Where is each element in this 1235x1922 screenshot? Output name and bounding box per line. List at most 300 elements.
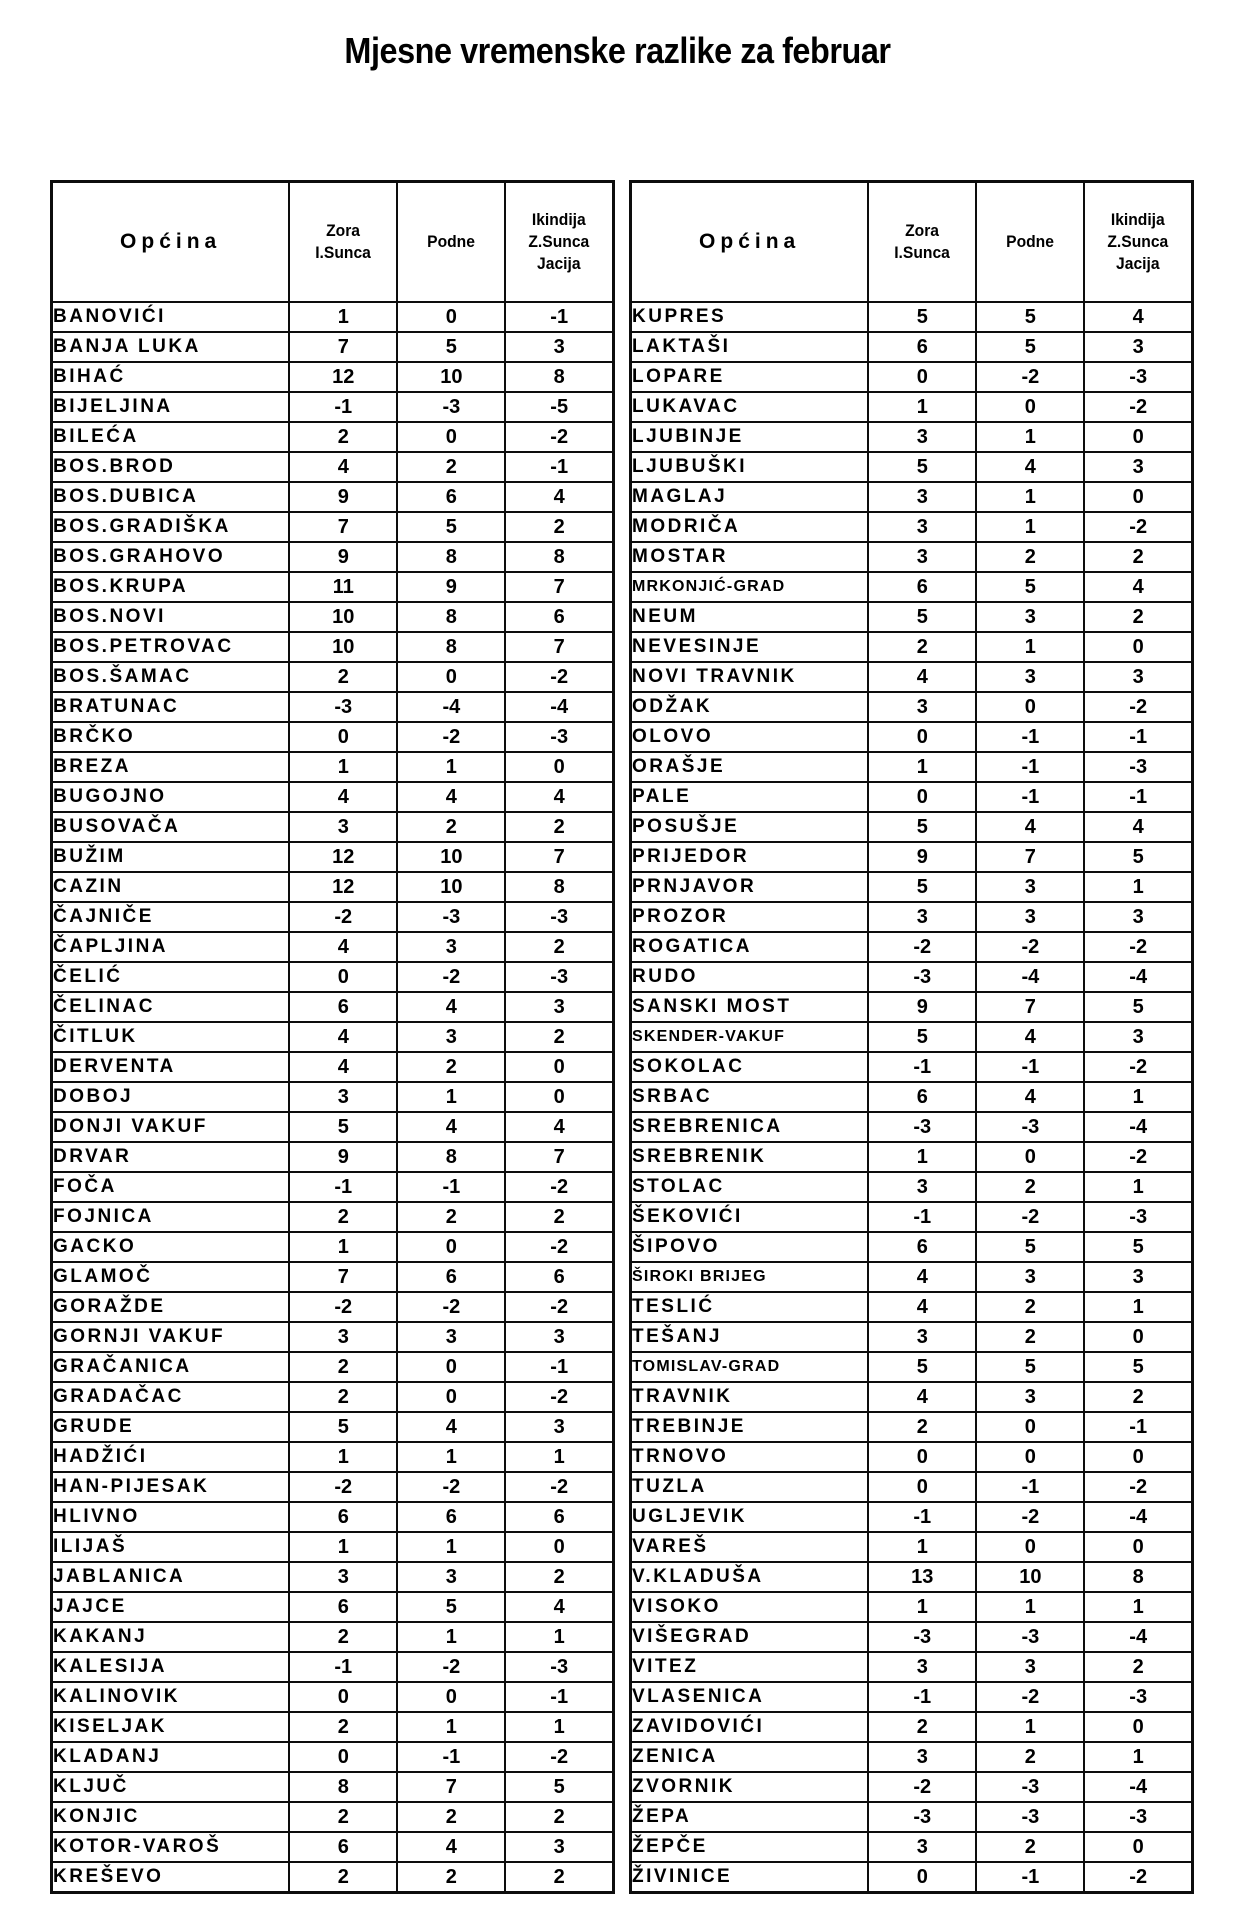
table-row — [52, 1502, 614, 1532]
zora-value: 9 — [289, 1142, 397, 1172]
zora-value: -3 — [868, 1112, 976, 1142]
zora-value: 6 — [289, 1832, 397, 1862]
podne-value: 8 — [397, 602, 505, 632]
podne-value: 0 — [397, 1352, 505, 1382]
zora-value: 2 — [868, 632, 976, 662]
ikindija-value: 1 — [505, 1442, 613, 1472]
podne-value: 2 — [976, 1292, 1084, 1322]
podne-value: 5 — [976, 1352, 1084, 1382]
ikindija-value: 0 — [1084, 422, 1192, 452]
column-header-ikindija-line3: Jacija — [1116, 254, 1160, 274]
municipality-name: KOTOR-VAROŠ — [52, 1832, 290, 1862]
zora-value: 3 — [868, 1652, 976, 1682]
municipality-name: NEUM — [631, 602, 869, 632]
ikindija-value: 2 — [1084, 1382, 1192, 1412]
zora-value: 9 — [289, 542, 397, 572]
ikindija-value: 3 — [505, 1322, 613, 1352]
table-row — [52, 1352, 614, 1382]
ikindija-value: -1 — [1084, 722, 1192, 752]
podne-value: 1 — [976, 512, 1084, 542]
municipality-name: LUKAVAC — [631, 392, 869, 422]
municipality-name: DRVAR — [52, 1142, 290, 1172]
podne-value: 3 — [397, 1562, 505, 1592]
municipality-name: BOS.KRUPA — [52, 572, 290, 602]
table-row — [52, 1202, 614, 1232]
table-row — [631, 422, 1193, 452]
table-row — [631, 962, 1193, 992]
column-header-podne-label: Podne — [1006, 231, 1055, 251]
table-row — [631, 1652, 1193, 1682]
municipality-name: BOS.ŠAMAC — [52, 662, 290, 692]
header-row — [631, 182, 1193, 303]
zora-value: 3 — [868, 1832, 976, 1862]
table-row — [52, 722, 614, 752]
table-row — [52, 1052, 614, 1082]
ikindija-value: -1 — [505, 302, 613, 332]
table-row — [631, 1592, 1193, 1622]
zora-value: 10 — [289, 632, 397, 662]
podne-value: -2 — [397, 722, 505, 752]
ikindija-value: -1 — [505, 1352, 613, 1382]
podne-value: 0 — [976, 1142, 1084, 1172]
podne-value: 2 — [397, 1052, 505, 1082]
municipality-name: BOS.NOVI — [52, 602, 290, 632]
podne-value: -1 — [976, 782, 1084, 812]
podne-value: -2 — [976, 1202, 1084, 1232]
table-row — [631, 452, 1193, 482]
ikindija-value: 0 — [1084, 632, 1192, 662]
podne-value: 9 — [397, 572, 505, 602]
column-header-ikindija — [1084, 182, 1192, 303]
ikindija-value: 0 — [1084, 1712, 1192, 1742]
table-row — [631, 812, 1193, 842]
zora-value: -3 — [868, 1622, 976, 1652]
municipality-name: TEŠANJ — [631, 1322, 869, 1352]
ikindija-value: 0 — [1084, 1442, 1192, 1472]
podne-value: 3 — [976, 602, 1084, 632]
zora-value: 3 — [868, 1742, 976, 1772]
ikindija-value: 7 — [505, 632, 613, 662]
podne-value: 2 — [397, 812, 505, 842]
podne-value: 1 — [397, 752, 505, 782]
municipality-name: TREBINJE — [631, 1412, 869, 1442]
table-row — [631, 1262, 1193, 1292]
ikindija-value: -2 — [1084, 512, 1192, 542]
zora-value: 2 — [289, 1382, 397, 1412]
column-header-ikindija — [505, 182, 613, 303]
table-row — [52, 392, 614, 422]
podne-value: -1 — [976, 1862, 1084, 1893]
podne-value: 5 — [397, 332, 505, 362]
municipality-name: MAGLAJ — [631, 482, 869, 512]
podne-value: -4 — [397, 692, 505, 722]
ikindija-value: 5 — [1084, 842, 1192, 872]
table-row — [52, 332, 614, 362]
table-row — [631, 1862, 1193, 1893]
podne-value: 0 — [976, 392, 1084, 422]
table-row — [52, 1682, 614, 1712]
ikindija-value: 5 — [1084, 1352, 1192, 1382]
podne-value: 4 — [397, 1112, 505, 1142]
zora-value: 5 — [868, 1022, 976, 1052]
zora-value: 7 — [289, 332, 397, 362]
municipality-name: GACKO — [52, 1232, 290, 1262]
ikindija-value: -2 — [1084, 1052, 1192, 1082]
time-differences-table-right — [629, 180, 1194, 1894]
municipality-name: KONJIC — [52, 1802, 290, 1832]
table-row — [631, 1142, 1193, 1172]
ikindija-value: -3 — [1084, 362, 1192, 392]
municipality-name: ŽEPČE — [631, 1832, 869, 1862]
table-row — [52, 302, 614, 332]
table-row — [52, 482, 614, 512]
ikindija-value: 3 — [1084, 332, 1192, 362]
table-row — [631, 1412, 1193, 1442]
ikindija-value: 2 — [505, 1022, 613, 1052]
zora-value: 5 — [868, 602, 976, 632]
table-body-left — [52, 302, 614, 1893]
zora-value: 0 — [868, 362, 976, 392]
podne-value: -2 — [976, 932, 1084, 962]
table-row — [631, 1802, 1193, 1832]
podne-value: 0 — [397, 1232, 505, 1262]
zora-value: 10 — [289, 602, 397, 632]
ikindija-value: 0 — [505, 1532, 613, 1562]
municipality-name: GRADAČAC — [52, 1382, 290, 1412]
podne-value: 3 — [397, 932, 505, 962]
podne-value: 3 — [976, 1652, 1084, 1682]
ikindija-value: -2 — [1084, 1862, 1192, 1893]
zora-value: -2 — [289, 902, 397, 932]
zora-value: 0 — [868, 782, 976, 812]
table-row — [631, 902, 1193, 932]
ikindija-value: 1 — [1084, 1172, 1192, 1202]
municipality-name: TRNOVO — [631, 1442, 869, 1472]
zora-value: 0 — [868, 722, 976, 752]
table-row — [52, 1622, 614, 1652]
ikindija-value: 2 — [505, 1562, 613, 1592]
municipality-name: ČITLUK — [52, 1022, 290, 1052]
table-row — [52, 992, 614, 1022]
zora-value: 3 — [868, 542, 976, 572]
zora-value: 6 — [868, 332, 976, 362]
table-row — [52, 542, 614, 572]
municipality-name: ŽIVINICE — [631, 1862, 869, 1893]
column-header-zora-line1: Zora — [326, 220, 361, 240]
zora-value: 1 — [289, 302, 397, 332]
municipality-name: MRKONJIĆ-GRAD — [631, 572, 869, 602]
municipality-name: LOPARE — [631, 362, 869, 392]
podne-value: -3 — [397, 392, 505, 422]
zora-value: 3 — [868, 512, 976, 542]
table-row — [52, 782, 614, 812]
table-row — [52, 812, 614, 842]
municipality-name: BIHAĆ — [52, 362, 290, 392]
municipality-name: MODRIČA — [631, 512, 869, 542]
podne-value: 1 — [976, 422, 1084, 452]
zora-value: 4 — [868, 1292, 976, 1322]
zora-value: 4 — [289, 782, 397, 812]
podne-value: 2 — [976, 542, 1084, 572]
ikindija-value: -1 — [505, 452, 613, 482]
municipality-name: ČELIĆ — [52, 962, 290, 992]
municipality-name: NEVESINJE — [631, 632, 869, 662]
table-row — [631, 1562, 1193, 1592]
ikindija-value: 0 — [505, 1082, 613, 1112]
table-row — [52, 1862, 614, 1893]
zora-value: 0 — [868, 1442, 976, 1472]
podne-value: 2 — [976, 1742, 1084, 1772]
zora-value: 4 — [868, 662, 976, 692]
ikindija-value: 3 — [505, 1832, 613, 1862]
ikindija-value: 3 — [1084, 1022, 1192, 1052]
zora-value: 3 — [289, 1082, 397, 1112]
table-row — [52, 452, 614, 482]
ikindija-value: 2 — [505, 812, 613, 842]
municipality-name: HADŽIĆI — [52, 1442, 290, 1472]
table-row — [631, 1082, 1193, 1112]
municipality-name: BUŽIM — [52, 842, 290, 872]
municipality-name: SREBRENIK — [631, 1142, 869, 1172]
ikindija-value: 3 — [505, 1412, 613, 1442]
table-row — [631, 332, 1193, 362]
ikindija-value: -3 — [1084, 1682, 1192, 1712]
podne-value: 0 — [976, 1442, 1084, 1472]
table-row — [52, 1172, 614, 1202]
municipality-name: FOČA — [52, 1172, 290, 1202]
municipality-name: TRAVNIK — [631, 1382, 869, 1412]
zora-value: -3 — [868, 962, 976, 992]
ikindija-value: -2 — [1084, 392, 1192, 422]
podne-value: 0 — [976, 1412, 1084, 1442]
zora-value: 1 — [289, 1532, 397, 1562]
zora-value: -2 — [289, 1472, 397, 1502]
table-row — [52, 1832, 614, 1862]
zora-value: 0 — [289, 1742, 397, 1772]
zora-value: -2 — [289, 1292, 397, 1322]
municipality-name: ILIJAŠ — [52, 1532, 290, 1562]
zora-value: 4 — [289, 932, 397, 962]
podne-value: -3 — [397, 902, 505, 932]
ikindija-value: -3 — [505, 962, 613, 992]
zora-value: 1 — [868, 392, 976, 422]
zora-value: 3 — [289, 1322, 397, 1352]
table-row — [631, 1472, 1193, 1502]
table-row — [631, 752, 1193, 782]
podne-value: 6 — [397, 1262, 505, 1292]
column-header-opcina — [631, 182, 869, 303]
zora-value: 5 — [289, 1112, 397, 1142]
zora-value: 1 — [868, 1142, 976, 1172]
table-row — [631, 1352, 1193, 1382]
zora-value: 2 — [289, 1202, 397, 1232]
ikindija-value: 4 — [505, 782, 613, 812]
municipality-name: OLOVO — [631, 722, 869, 752]
municipality-name: VAREŠ — [631, 1532, 869, 1562]
ikindija-value: 4 — [505, 482, 613, 512]
table-row — [52, 1532, 614, 1562]
zora-value: -1 — [868, 1202, 976, 1232]
ikindija-value: 0 — [1084, 482, 1192, 512]
ikindija-value: 4 — [505, 1592, 613, 1622]
municipality-name: NOVI TRAVNIK — [631, 662, 869, 692]
zora-value: 5 — [868, 1352, 976, 1382]
podne-value: 4 — [976, 812, 1084, 842]
podne-value: 7 — [397, 1772, 505, 1802]
ikindija-value: 5 — [505, 1772, 613, 1802]
zora-value: 4 — [289, 1052, 397, 1082]
ikindija-value: -4 — [1084, 962, 1192, 992]
zora-value: 3 — [868, 1172, 976, 1202]
zora-value: 1 — [289, 752, 397, 782]
table-row — [631, 512, 1193, 542]
ikindija-value: -4 — [1084, 1772, 1192, 1802]
municipality-name: SKENDER-VAKUF — [631, 1022, 869, 1052]
podne-value: -2 — [397, 962, 505, 992]
podne-value: 7 — [976, 992, 1084, 1022]
ikindija-value: -3 — [505, 1652, 613, 1682]
zora-value: 2 — [289, 1622, 397, 1652]
municipality-name: KALESIJA — [52, 1652, 290, 1682]
municipality-name: SRBAC — [631, 1082, 869, 1112]
podne-value: -2 — [976, 362, 1084, 392]
table-row — [631, 992, 1193, 1022]
ikindija-value: 1 — [1084, 1292, 1192, 1322]
podne-value: -1 — [397, 1172, 505, 1202]
municipality-name: TOMISLAV-GRAD — [631, 1352, 869, 1382]
ikindija-value: 1 — [1084, 1592, 1192, 1622]
table-row — [631, 1772, 1193, 1802]
podne-value: 1 — [397, 1622, 505, 1652]
ikindija-value: -1 — [1084, 1412, 1192, 1442]
table-row — [52, 842, 614, 872]
ikindija-value: 1 — [1084, 872, 1192, 902]
ikindija-value: 3 — [1084, 452, 1192, 482]
municipality-name: VISOKO — [631, 1592, 869, 1622]
ikindija-value: 0 — [1084, 1532, 1192, 1562]
zora-value: 2 — [289, 422, 397, 452]
column-header-opcina-label: Općina — [120, 230, 222, 253]
zora-value: 5 — [289, 1412, 397, 1442]
ikindija-value: -2 — [505, 422, 613, 452]
table-row — [52, 512, 614, 542]
ikindija-value: -2 — [505, 1742, 613, 1772]
municipality-name: PRIJEDOR — [631, 842, 869, 872]
ikindija-value: 2 — [505, 932, 613, 962]
table-row — [52, 1292, 614, 1322]
municipality-name: BILEĆA — [52, 422, 290, 452]
podne-value: 0 — [397, 1682, 505, 1712]
table-row — [52, 1592, 614, 1622]
table-row — [52, 1442, 614, 1472]
table-row — [52, 1112, 614, 1142]
tables-container — [50, 180, 1194, 1894]
column-header-podne — [976, 182, 1084, 303]
table-row — [52, 1472, 614, 1502]
podne-value: 3 — [976, 872, 1084, 902]
ikindija-value: -3 — [1084, 752, 1192, 782]
podne-value: 3 — [976, 1262, 1084, 1292]
municipality-name: BOS.DUBICA — [52, 482, 290, 512]
zora-value: 3 — [868, 692, 976, 722]
zora-value: 8 — [289, 1772, 397, 1802]
zora-value: 5 — [868, 452, 976, 482]
municipality-name: BUSOVAČA — [52, 812, 290, 842]
podne-value: 3 — [397, 1022, 505, 1052]
municipality-name: GRAČANICA — [52, 1352, 290, 1382]
zora-value: 4 — [868, 1382, 976, 1412]
municipality-name: V.KLADUŠA — [631, 1562, 869, 1592]
podne-value: 1 — [976, 1712, 1084, 1742]
table-row — [52, 1652, 614, 1682]
podne-value: 8 — [397, 632, 505, 662]
municipality-name: BREZA — [52, 752, 290, 782]
municipality-name: ŠIPOVO — [631, 1232, 869, 1262]
municipality-name: GORNJI VAKUF — [52, 1322, 290, 1352]
podne-value: 5 — [976, 1232, 1084, 1262]
ikindija-value: -2 — [505, 662, 613, 692]
table-row — [631, 1292, 1193, 1322]
ikindija-value: -2 — [1084, 692, 1192, 722]
zora-value: 6 — [289, 1502, 397, 1532]
municipality-name: BRČKO — [52, 722, 290, 752]
table-row — [52, 1082, 614, 1112]
zora-value: 1 — [868, 1592, 976, 1622]
zora-value: 11 — [289, 572, 397, 602]
podne-value: 3 — [397, 1322, 505, 1352]
table-row — [631, 692, 1193, 722]
table-row — [631, 932, 1193, 962]
municipality-name: VITEZ — [631, 1652, 869, 1682]
zora-value: 5 — [868, 302, 976, 332]
table-row — [52, 1262, 614, 1292]
ikindija-value: 2 — [505, 1802, 613, 1832]
podne-value: -2 — [397, 1292, 505, 1322]
municipality-name: BOS.GRAHOVO — [52, 542, 290, 572]
ikindija-value: 2 — [1084, 542, 1192, 572]
podne-value: 2 — [976, 1832, 1084, 1862]
zora-value: -3 — [289, 692, 397, 722]
table-row — [631, 842, 1193, 872]
podne-value: -2 — [976, 1682, 1084, 1712]
zora-value: -1 — [868, 1502, 976, 1532]
podne-value: 0 — [397, 302, 505, 332]
municipality-name: KLADANJ — [52, 1742, 290, 1772]
ikindija-value: 1 — [505, 1712, 613, 1742]
municipality-name: PRNJAVOR — [631, 872, 869, 902]
ikindija-value: 0 — [505, 752, 613, 782]
ikindija-value: -1 — [1084, 782, 1192, 812]
podne-value: 2 — [397, 1202, 505, 1232]
ikindija-value: 1 — [1084, 1742, 1192, 1772]
podne-value: -1 — [397, 1742, 505, 1772]
zora-value: 13 — [868, 1562, 976, 1592]
table-row — [52, 902, 614, 932]
table-row — [631, 1052, 1193, 1082]
municipality-name: BANOVIĆI — [52, 302, 290, 332]
ikindija-value: 7 — [505, 1142, 613, 1172]
ikindija-value: 6 — [505, 1502, 613, 1532]
podne-value: 1 — [397, 1442, 505, 1472]
podne-value: 3 — [976, 1382, 1084, 1412]
ikindija-value: 1 — [1084, 1082, 1192, 1112]
zora-value: -1 — [289, 1652, 397, 1682]
table-body-right — [631, 302, 1193, 1893]
table-row — [631, 1022, 1193, 1052]
zora-value: 2 — [289, 1862, 397, 1893]
ikindija-value: -2 — [1084, 932, 1192, 962]
zora-value: 4 — [289, 452, 397, 482]
